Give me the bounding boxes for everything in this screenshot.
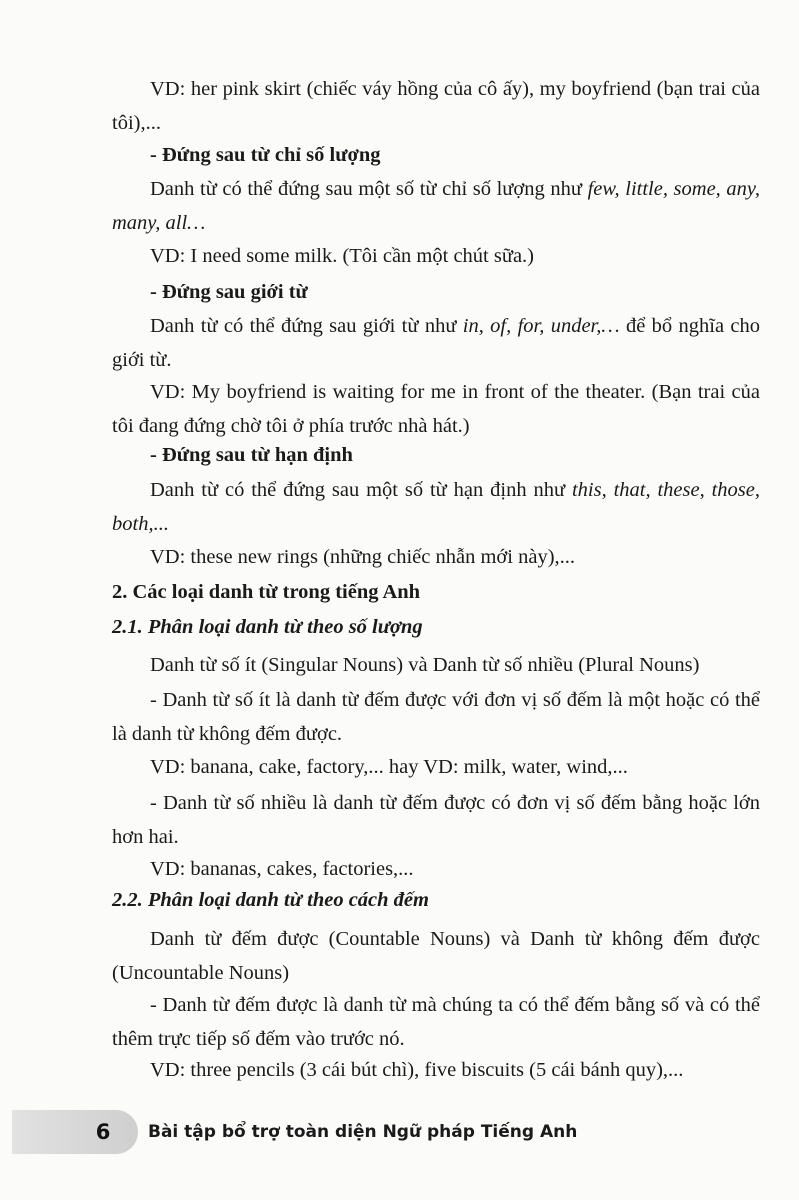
example-paragraph: VD: three pencils (3 cái bút chì), five biscuits (5 cái bánh quy),... [150,1059,684,1081]
page-number: 6 [95,1120,111,1144]
body-paragraph: Danh từ số ít (Singular Nouns) và Danh từ số nhiều (Plural Nouns) [150,654,700,676]
example-paragraph: VD: bananas, cakes, factories,... [150,858,414,880]
text-run: Danh từ có thể đứng sau một số từ hạn định như [150,479,572,501]
body-paragraph [112,473,760,541]
subheading-after-quantifier: - Đứng sau từ chỉ số lượng [150,144,381,166]
body-paragraph: - Danh từ số nhiều là danh từ đếm được có đơn vị số đếm bằng hoặc lớn hơn hai. [112,792,760,848]
italic-run: few, little, some, any, many, all… [112,178,761,234]
subsection-heading: 2.1. Phân loại danh từ theo số lượng [112,616,423,638]
body-paragraph: Danh từ đếm được (Countable Nouns) và Danh từ không đếm được (Uncountable Nouns) [112,928,760,984]
section-heading: 2. Các loại danh từ trong tiếng Anh [112,581,421,603]
example-paragraph: VD: her pink skirt (chiếc váy hồng của cô ấy), my boyfriend (bạn trai của tôi),... [112,78,760,134]
subsection-heading: 2.2. Phân loại danh từ theo cách đếm [112,889,429,911]
footer-tab [12,1110,138,1154]
italic-run: in, of, for, under,… [462,315,620,337]
body-paragraph [112,172,760,240]
text-run: Danh từ có thể đứng sau một số từ chỉ số lượng như [150,178,588,200]
text-run: để bổ nghĩa cho giới từ. [112,315,760,371]
example-paragraph: VD: banana, cake, factory,... hay VD: milk, water, wind,... [150,756,628,778]
subheading-after-preposition: - Đứng sau giới từ [150,281,308,303]
text-run: Danh từ có thể đứng sau giới từ như [150,315,463,337]
italic-run: this, that, these, those, both,... [112,479,761,535]
example-paragraph: VD: My boyfriend is waiting for me in front of the theater. (Bạn trai của tôi đang đứng chờ tôi ở phía trước nhà hát.) [112,381,760,437]
body-paragraph: - Danh từ đếm được là danh từ mà chúng ta có thể đếm bằng số và có thể thêm trực tiếp số đếm vào trước nó. [112,994,760,1050]
example-paragraph: VD: I need some milk. (Tôi cần một chút sữa.) [150,245,535,267]
body-paragraph: - Danh từ số ít là danh từ đếm được với đơn vị số đếm là một hoặc có thể là danh từ không đếm được. [112,689,760,745]
body-paragraph [112,309,760,377]
book-title: Bài tập bổ trợ toàn diện Ngữ pháp Tiếng Anh [148,1122,578,1142]
example-paragraph: VD: these new rings (những chiếc nhẫn mới này),... [150,546,576,568]
subheading-after-determiner: - Đứng sau từ hạn định [150,444,353,466]
